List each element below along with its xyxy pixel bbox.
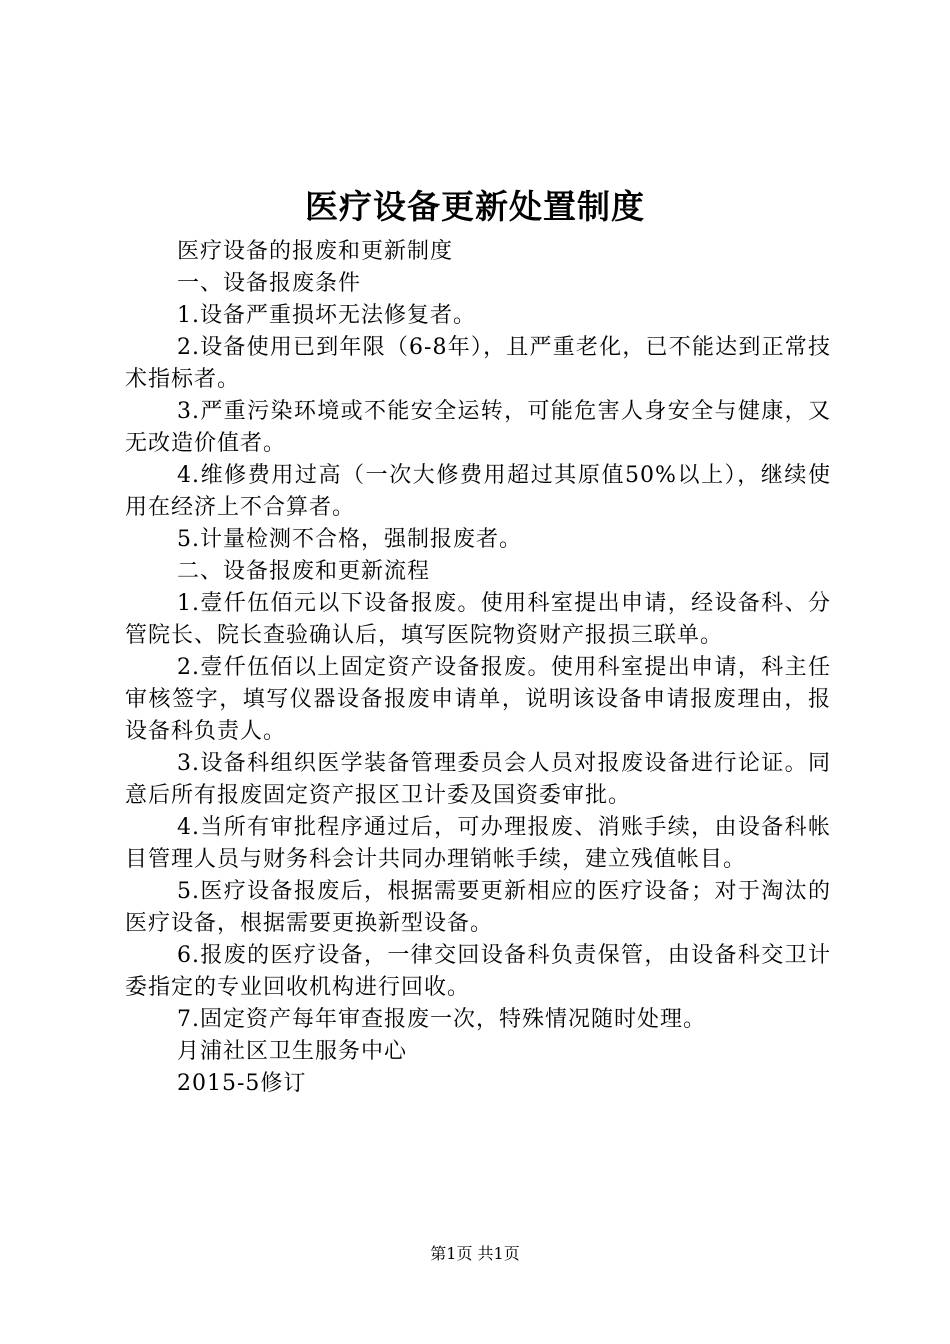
paragraph-item: 5.计量检测不合格，强制报废者。 [177, 527, 522, 552]
paragraph-item: 1.壹仟伍佰元以下设备报废。使用科室提出申请，经设备科、分管院长、院长查验确认后，填写医院物资财产报损三联单。 [125, 591, 831, 648]
paragraph-item: 6.报废的医疗设备，一律交回设备科负责保管，由设备科交卫计委指定的专业回收机构进行回收。 [125, 943, 831, 1000]
paragraph-item: 1.设备严重损坏无法修复者。 [177, 303, 476, 328]
document-title: 医疗设备更新处置制度 [305, 187, 645, 226]
paragraph-item: 7.固定资产每年审查报废一次，特殊情况随时处理。 [177, 1007, 706, 1032]
paragraph-subtitle: 医疗设备的报废和更新制度 [177, 239, 454, 264]
document-body [125, 236, 831, 1100]
paragraph-item: 2.设备使用已到年限（6-8年），且严重老化，已不能达到正常技术指标者。 [125, 335, 831, 392]
paragraph-item: 4.当所有审批程序通过后，可办理报废、消账手续，由设备科帐目管理人员与财务科会计共同办理销帐手续，建立残值帐目。 [125, 815, 831, 872]
paragraph-item: 5.医疗设备报废后，根据需要更新相应的医疗设备；对于淘汰的医疗设备，根据需要更换新型设备。 [125, 879, 831, 936]
page-footer: 第1页 共1页 [430, 1244, 520, 1263]
paragraph-item: 3.严重污染环境或不能安全运转，可能危害人身安全与健康，又无改造价值者。 [125, 399, 831, 456]
section-heading-2: 二、设备报废和更新流程 [177, 559, 431, 584]
revision-date: 2015-5修订 [177, 1071, 307, 1096]
section-heading-1: 一、设备报废条件 [177, 271, 362, 296]
paragraph-item: 3.设备科组织医学装备管理委员会人员对报废设备进行论证。同意后所有报废固定资产报区卫计委及国资委审批。 [125, 751, 831, 808]
paragraph-item: 4.维修费用过高（一次大修费用超过其原值50%以上），继续使用在经济上不合算者。 [125, 463, 831, 520]
issuer-name: 月浦社区卫生服务中心 [177, 1039, 408, 1064]
paragraph-item: 2.壹仟伍佰以上固定资产设备报废。使用科室提出申请，科主任审核签字，填写仪器设备报废申请单，说明该设备申请报废理由，报设备科负责人。 [125, 655, 831, 744]
